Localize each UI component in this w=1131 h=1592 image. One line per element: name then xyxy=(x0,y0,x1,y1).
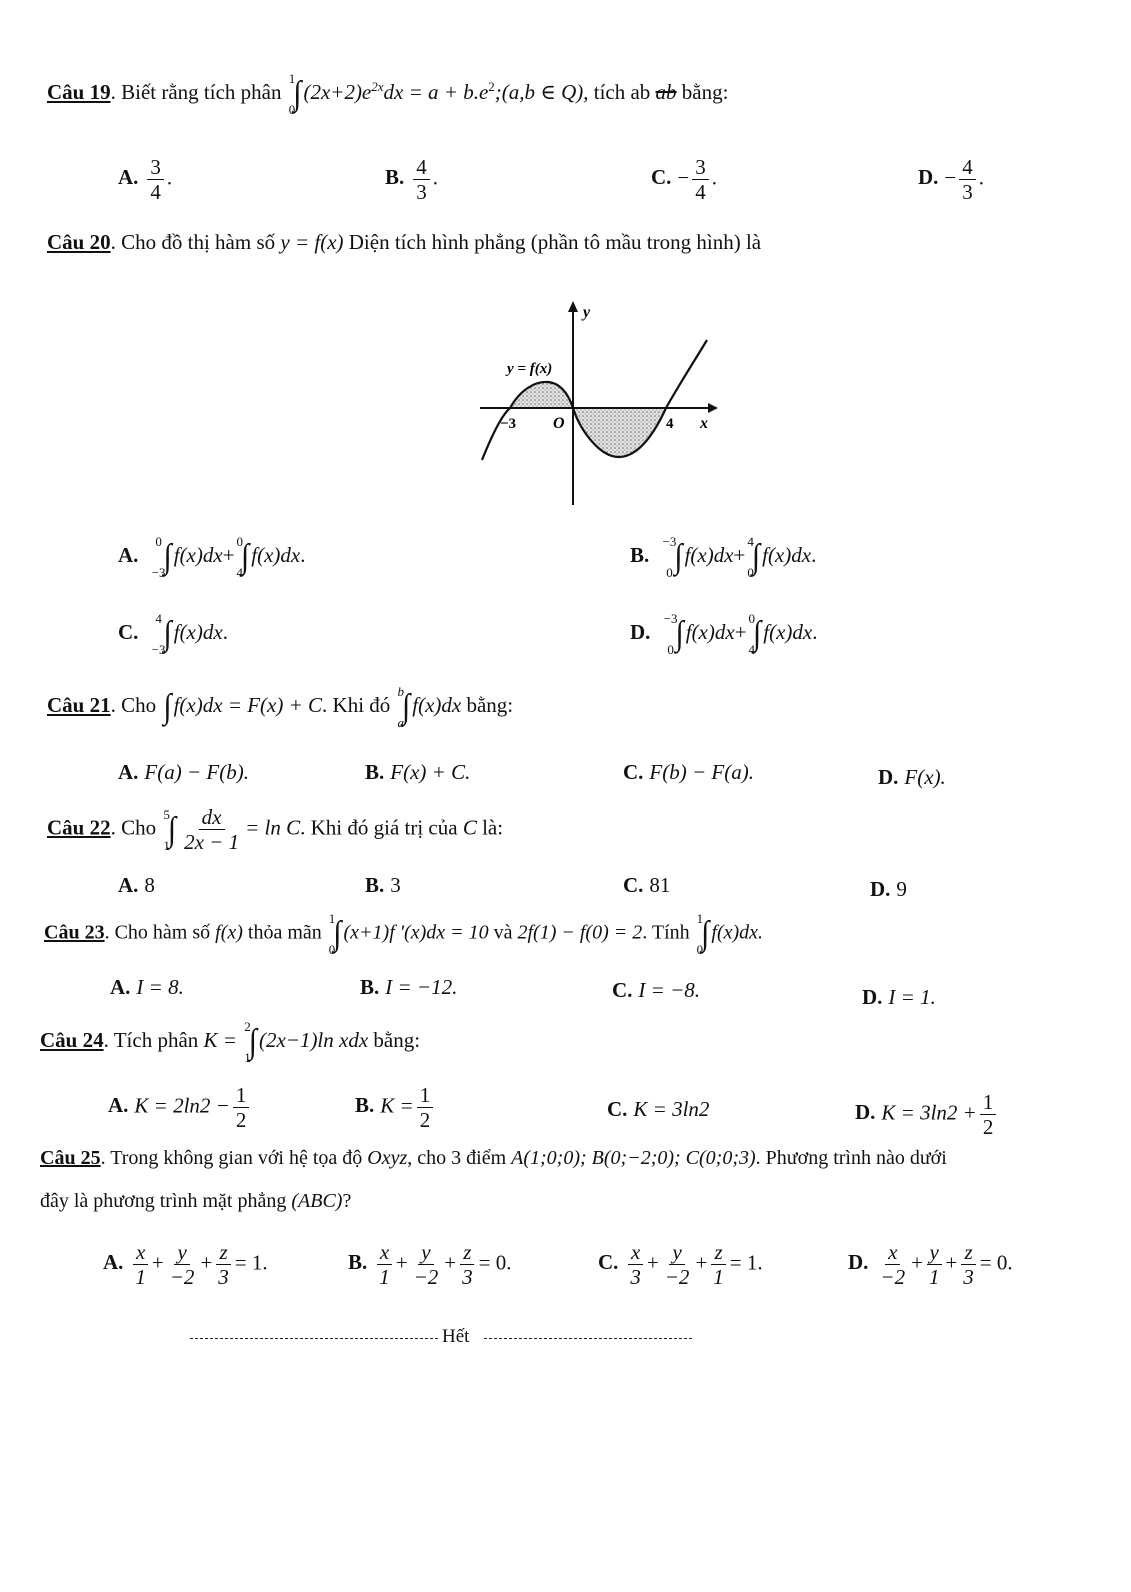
question-21: Câu 21. Cho ∫ f(x)dx = F(x) + C. Khi đó b a ∫ f(x)dx bằng: xyxy=(47,684,514,730)
q25-option-c[interactable]: C. $\frac{x}{3}$ + $\frac{y}{-2}$ + $\frac{z}{1}$ = 1. xyxy=(598,1240,763,1290)
q21-option-b[interactable]: B. F(x) + C. xyxy=(365,760,471,784)
q19-option-d[interactable]: D. − $\frac{4}{3}$ . xyxy=(918,155,985,205)
curve-label: y = f(x) xyxy=(507,361,553,377)
function-graph xyxy=(470,295,730,510)
question-23: Câu 23. Cho hàm số f(x) thỏa mãn 1 0 ∫ (x+1)f '(x)dx = 10 và 2f(1) − f(0) = 2. Tính 1 0 ∫ f(x)dx. xyxy=(44,911,764,957)
origin-label: O xyxy=(553,415,565,432)
q22-option-a[interactable]: A. 8 xyxy=(118,873,155,897)
y-axis-label: y xyxy=(583,304,591,321)
q23-option-c[interactable]: C. I = −8. xyxy=(612,978,701,1002)
q20-option-a[interactable]: A. 0 −3 ∫ f(x)dx+ 0 4 ∫ f(x)dx. xyxy=(118,534,306,580)
q20-option-b[interactable]: B. −3 0 ∫ f(x)dx+ 4 0 ∫ f(x)dx. xyxy=(630,534,817,580)
q19-option-b[interactable]: B. $\frac{4}{3}$ . xyxy=(385,155,439,205)
q19-option-a[interactable]: A. $\frac{3}{4}$ . xyxy=(118,155,173,205)
q25-option-a[interactable]: A. $\frac{x}{1}$ + $\frac{y}{-2}$ + $\frac{z}{3}$ = 1. xyxy=(103,1240,268,1290)
q22-option-b[interactable]: B. 3 xyxy=(365,873,401,897)
q25-option-b[interactable]: B. $\frac{x}{1}$ + $\frac{y}{-2}$ + $\frac{z}{3}$ = 0. xyxy=(348,1240,512,1290)
question-19: Câu 19. Biết rằng tích phân 1 0 ∫ $(2x+2)e^{2x}dx = a$ + $b.e^2;(a,b$ ∈ Q), tích ab ab bằng: xyxy=(47,71,729,117)
q22-option-d[interactable]: D. 9 xyxy=(870,877,907,901)
q23-option-d[interactable]: D. I = 1. xyxy=(862,985,936,1009)
question-25-line2: đây là phương trình mặt phẳng (ABC)? xyxy=(40,1190,352,1212)
tick-label-pos: 4 xyxy=(666,416,674,432)
question-19-intro: . Biết rằng tích phân xyxy=(110,79,282,104)
tick-label-neg: −3 xyxy=(500,416,517,432)
q24-option-c[interactable]: C. K = 3ln2 xyxy=(607,1097,710,1121)
footer-end-text: Hết xyxy=(442,1326,470,1347)
question-19-integral: 1 0 ∫ xyxy=(288,71,302,117)
y-axis-arrow xyxy=(568,301,578,312)
q24-option-d[interactable]: D. K = 3ln2 + $\frac{1}{2}$ xyxy=(855,1090,999,1139)
question-22: Câu 22. Cho 5 1 ∫ $\frac{dx}{2x - 1}$ = ln C. Khi đó giá trị của C là: xyxy=(47,805,504,855)
question-20: Câu 20. Cho đồ thị hàm số y = f(x) Diện tích hình phẳng (phần tô mầu trong hình) là xyxy=(47,230,762,254)
footer-line-right xyxy=(484,1338,692,1339)
question-25: Câu 25. Trong không gian với hệ tọa độ Oxyz, cho 3 điểm A(1;0;0); B(0;−2;0); C(0;0;3). Phương trình nào dưới xyxy=(40,1147,947,1169)
q22-option-c[interactable]: C. 81 xyxy=(623,873,671,897)
footer-line-left xyxy=(190,1338,438,1339)
x-axis-arrow xyxy=(708,403,718,413)
q20-option-c[interactable]: C. 4 −3 ∫ f(x)dx. xyxy=(118,611,228,657)
q21-option-c[interactable]: C. F(b) − F(a). xyxy=(623,760,754,784)
q24-option-b[interactable]: B. K = $\frac{1}{2}$ xyxy=(355,1083,436,1132)
struck-text: ab xyxy=(655,79,677,104)
question-24: Câu 24. Tích phân K = 2 1 ∫ (2x−1)ln xdx bằng: xyxy=(40,1019,421,1065)
q24-option-a[interactable]: A. K = 2ln2 − $\frac{1}{2}$ xyxy=(108,1083,252,1132)
q25-option-d[interactable]: D. $\frac{x}{-2}$ + $\frac{y}{1}$ + $\frac{z}{3}$ = 0. xyxy=(848,1240,1013,1290)
x-axis-label: x xyxy=(700,415,708,432)
q20-option-d[interactable]: D. −3 0 ∫ f(x)dx+ 0 4 ∫ f(x)dx. xyxy=(630,611,818,657)
q23-option-a[interactable]: A. I = 8. xyxy=(110,975,184,999)
q21-option-a[interactable]: A. F(a) − F(b). xyxy=(118,760,249,784)
q23-option-b[interactable]: B. I = −12. xyxy=(360,975,458,999)
q21-option-d[interactable]: D. F(x). xyxy=(878,765,946,789)
q19-option-c[interactable]: C. − $\frac{3}{4}$ . xyxy=(651,155,718,205)
question-20-label: Câu 20 xyxy=(47,230,111,254)
question-19-label: Câu 19 xyxy=(47,79,111,104)
